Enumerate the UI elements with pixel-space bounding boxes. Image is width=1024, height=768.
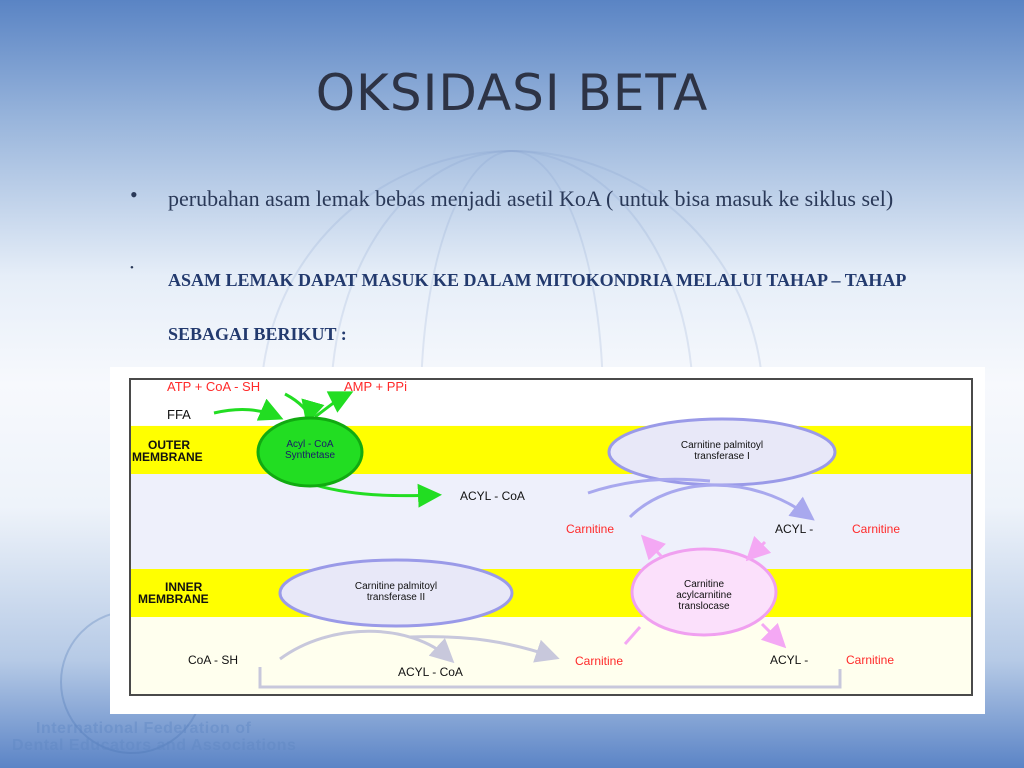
diagram-panel — [110, 367, 985, 714]
footer-org-line2: Dental Educators and Associations — [12, 737, 297, 754]
carnitine-inner-word-label: Carnitine — [846, 653, 895, 667]
inner-membrane-label: MEMBRANE — [138, 592, 209, 606]
beta-oxidation-diagram — [110, 367, 985, 714]
translocase-label: translocase — [678, 601, 730, 612]
outer-membrane-label: MEMBRANE — [132, 450, 203, 464]
cpt2-label: Carnitine palmitoyl — [354, 581, 438, 592]
carnitine-inner-label: Carnitine — [575, 654, 624, 668]
cpt1-label: transferase I — [694, 451, 750, 462]
atp-coa-label: ATP + CoA - SH — [167, 379, 261, 394]
outer-membrane-label: OUTER — [148, 438, 190, 452]
coa-sh-label: CoA - SH — [188, 653, 239, 667]
synthetase-label: Synthetase — [284, 450, 336, 461]
inner-membrane-label: INNER — [165, 580, 203, 594]
slide-title: OKSIDASI BETA — [315, 64, 709, 122]
acyl-coa-outer-label: ACYL - CoA — [460, 489, 525, 503]
acyl-dash-inner-label: ACYL - — [770, 653, 809, 667]
acyl-dash-label: ACYL - — [775, 522, 814, 536]
cpt1-label: Carnitine palmitoyl — [680, 440, 764, 451]
translocase-label: acylcarnitine — [676, 590, 732, 601]
bullet-text-2: ASAM LEMAK DAPAT MASUK KE DALAM MITOKONDRIA MELALUI TAHAP – TAHAP SEBAGAI BERIKUT : — [168, 270, 906, 344]
synthetase-label: Acyl - CoA — [286, 439, 334, 450]
footer-org-line1: International Federation of — [36, 720, 252, 737]
ffa-label: FFA — [167, 407, 191, 422]
cpt2-label: transferase II — [366, 592, 426, 603]
translocase-label: Carnitine — [683, 579, 725, 590]
bullet-marker: • — [130, 262, 134, 274]
bullet-marker: • — [130, 182, 138, 207]
acyl-coa-inner-label: ACYL - CoA — [398, 665, 463, 679]
amp-ppi-label: AMP + PPi — [344, 379, 407, 394]
carnitine-outer-label: Carnitine — [566, 522, 615, 536]
inner-membrane-band — [131, 569, 971, 617]
carnitine-word-label: Carnitine — [852, 522, 901, 536]
bullet-text-1: perubahan asam lemak bebas menjadi asetil KoA ( untuk bisa masuk ke siklus sel) — [168, 186, 894, 211]
intermembrane-space — [131, 474, 971, 569]
